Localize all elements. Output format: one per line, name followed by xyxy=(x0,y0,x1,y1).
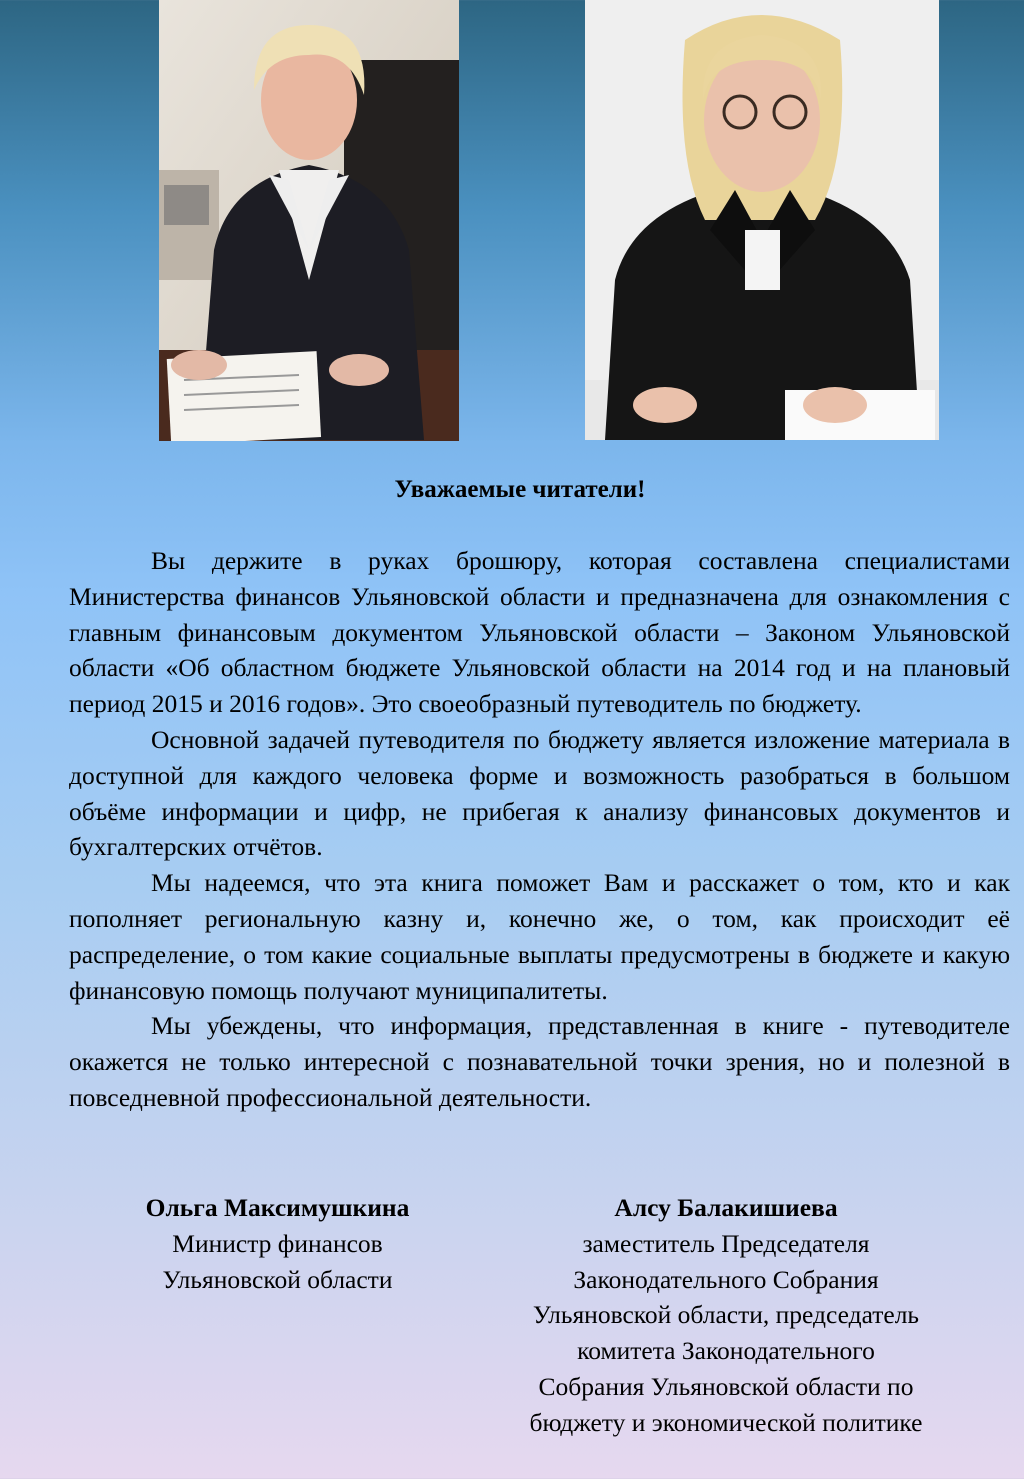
signature-right xyxy=(495,1190,957,1441)
letter-body xyxy=(69,543,1010,1116)
paragraph: Вы держите в руках брошюру, которая составлена специалистами Министерства финансов Ульяновской области и предназначена для ознакомления с главным финансовым документом Ульяновской области – Законом Ульяновской области «Об областном бюджете Ульяновской области на 2014 год и на плановый период 2015 и 2016 годов». Это своеобразный путеводитель по бюджету. xyxy=(69,546,1010,719)
signature-left xyxy=(80,1190,475,1297)
portrait-photo-left xyxy=(159,0,459,441)
greeting-heading: Уважаемые читатели! xyxy=(394,476,646,503)
signatory-title-line: заместитель Председателя xyxy=(582,1228,870,1258)
paragraph: Мы убеждены, что информация, представленная в книге - путеводителе окажется не только интересной с познавательной точки зрения, но и полезной в повседневной профессиональной деятельности. xyxy=(69,1011,1010,1112)
signatory-title-line: комитета Законодательного xyxy=(577,1336,875,1366)
signatory-name: Ольга Максимушкина xyxy=(145,1193,410,1222)
signatory-title-line: бюджету и экономической политике xyxy=(529,1407,923,1437)
portrait-photo-right xyxy=(585,0,939,440)
signatory-title-line: Законодательного Собрания xyxy=(573,1264,879,1294)
signatory-title-line: Министр финансов xyxy=(172,1228,383,1258)
paragraph: Основной задачей путеводителя по бюджету является изложение материала в доступной для каждого человека форме и возможность разобраться в большом объёме информации и цифр, не прибегая к анализу финансовых документов и бухгалтерских отчётов. xyxy=(69,724,1010,862)
signatory-title-line: Ульяновской области xyxy=(162,1264,393,1294)
paragraph: Мы надеемся, что эта книга поможет Вам и расскажет о том, кто и как пополняет региональную казну и, конечно же, о том, как происходит её распределение, о том какие социальные выплаты предусмотрены в бюджете и какую финансовую помощь получают муниципалитеты. xyxy=(69,868,1010,1005)
signatory-name: Алсу Балакишиева xyxy=(614,1193,838,1222)
signatory-title-line: Собрания Ульяновской области по xyxy=(538,1371,914,1401)
signatory-title-line: Ульяновской области, председатель xyxy=(532,1300,920,1330)
